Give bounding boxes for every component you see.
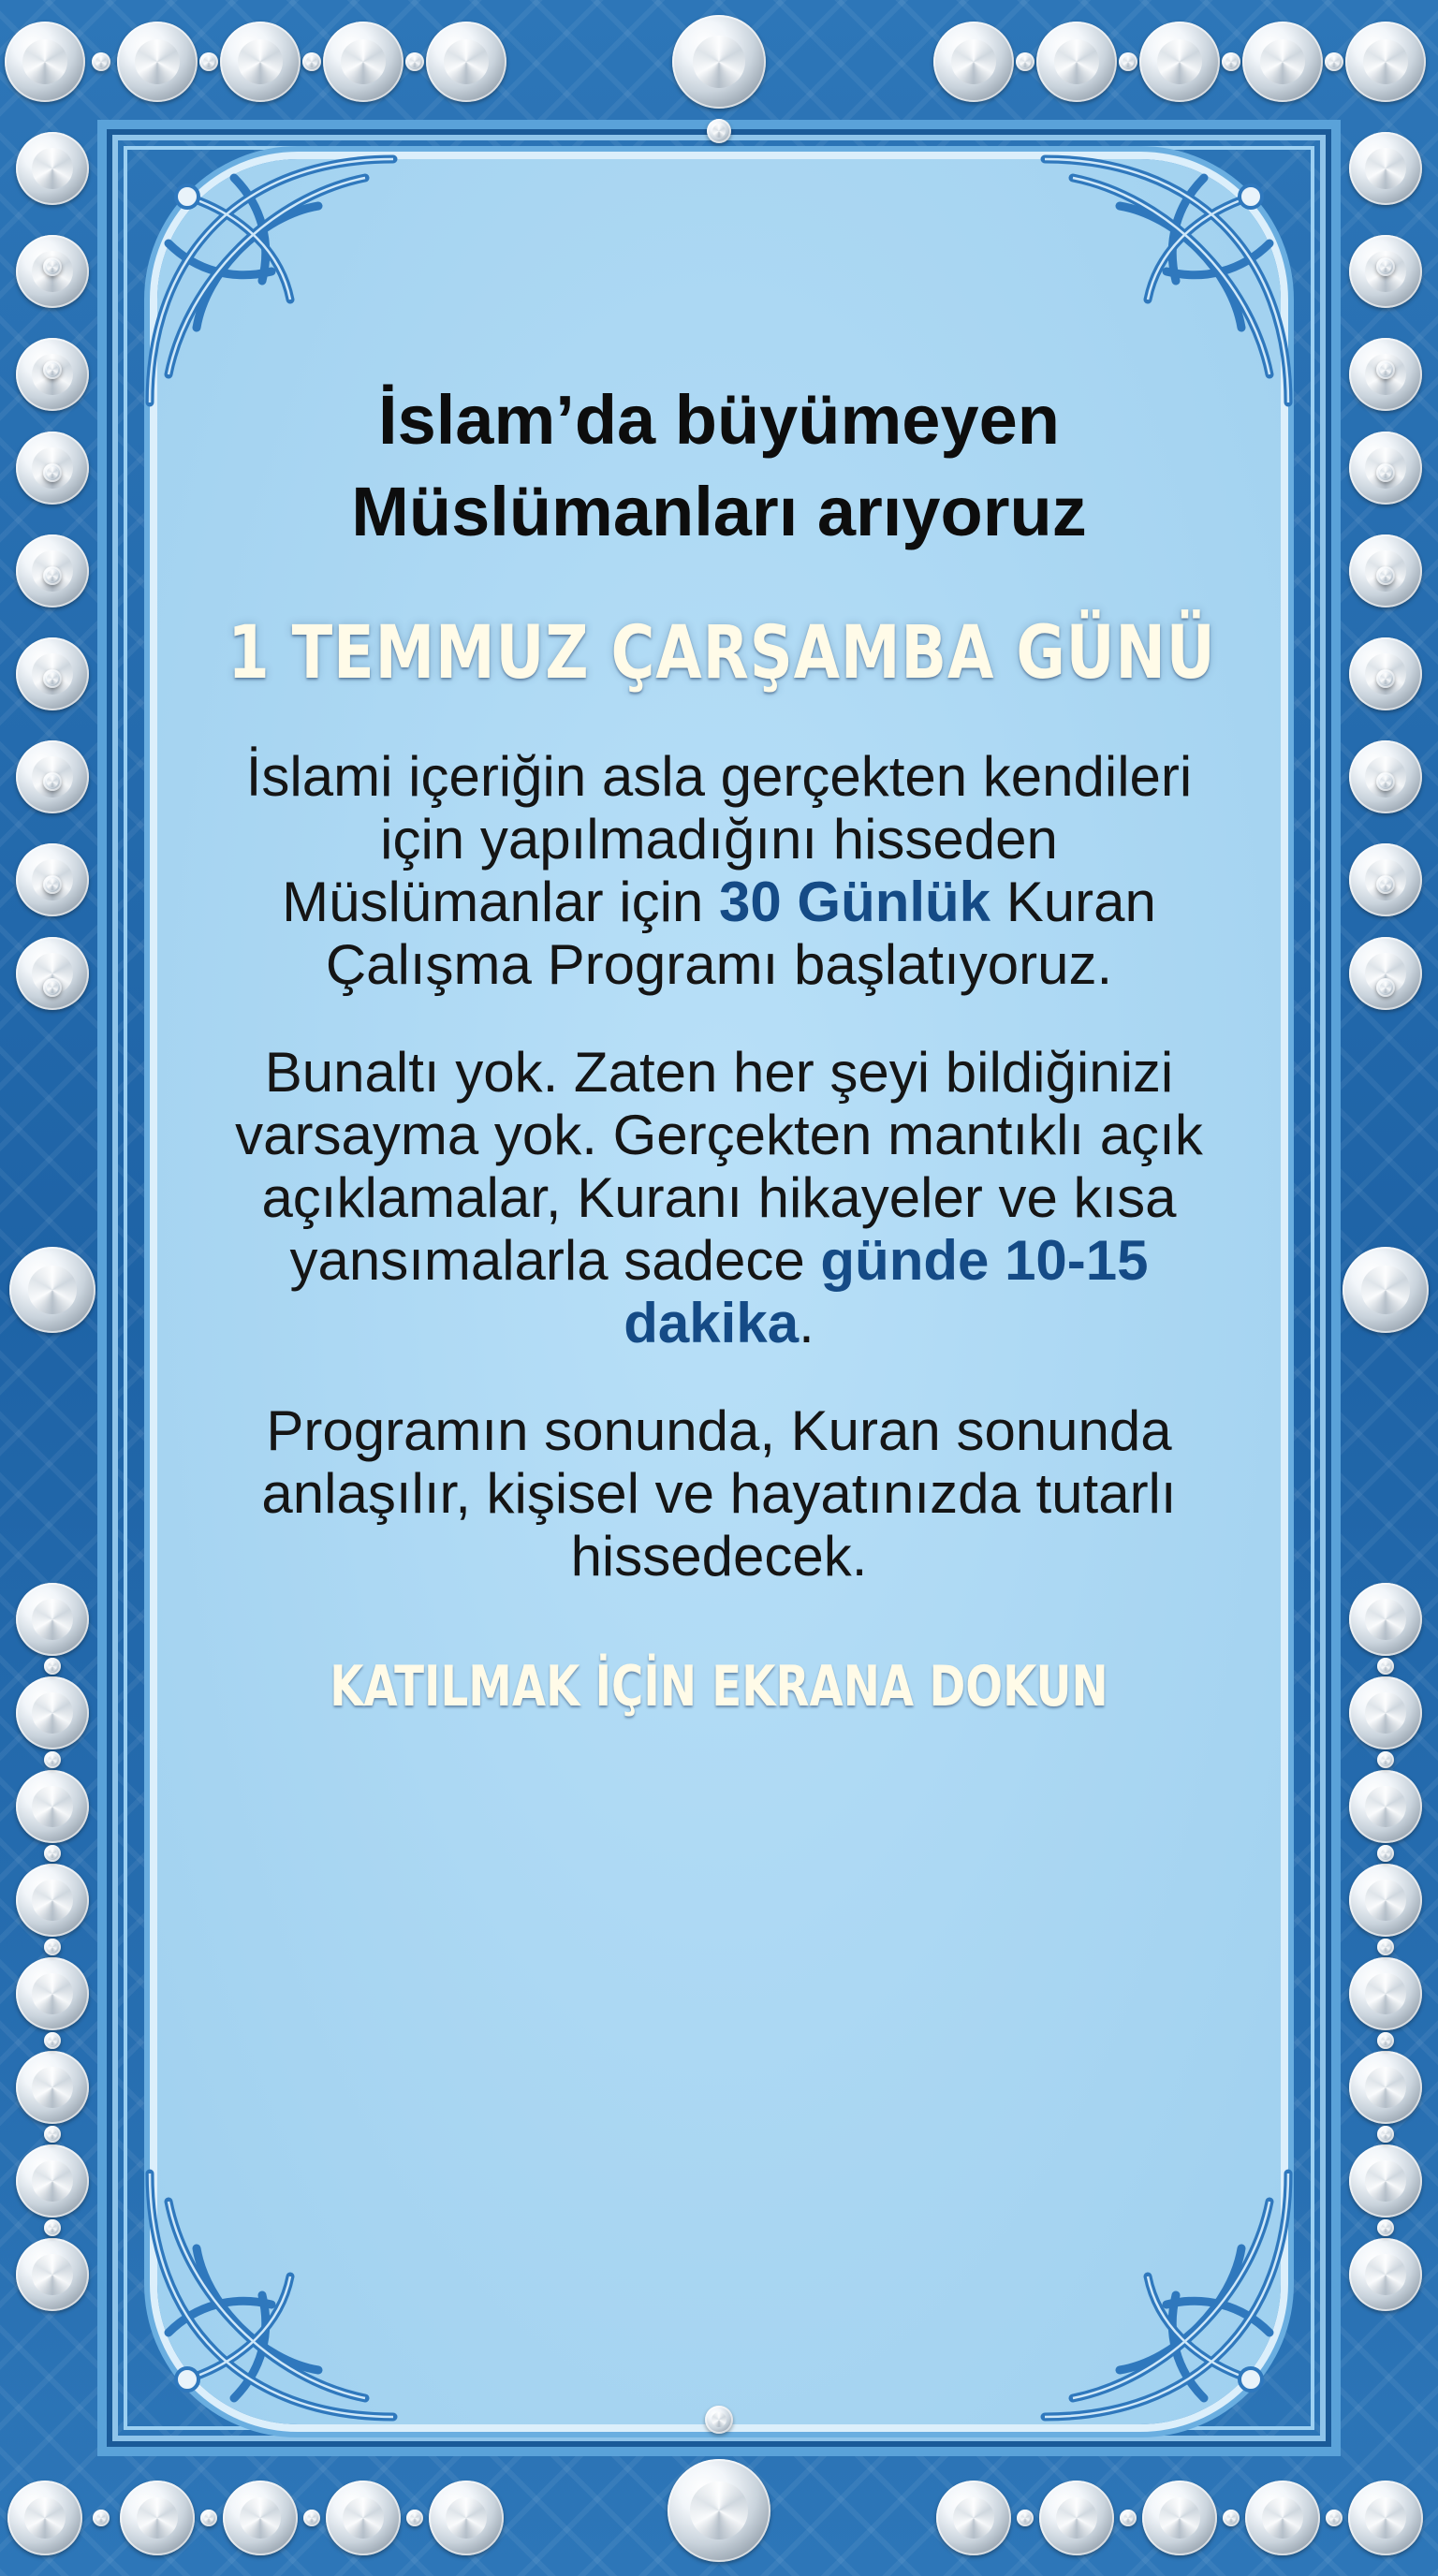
diamond-gem-icon (223, 2481, 298, 2555)
diamond-gem-icon (1376, 257, 1395, 276)
diamond-gem-icon (1349, 1957, 1422, 2030)
diamond-gem-icon (1349, 132, 1422, 205)
arabesque-corner-ornament (131, 2155, 412, 2436)
diamond-gem-icon (1349, 937, 1422, 1010)
diamond-gem-icon (1349, 1770, 1422, 1843)
diamond-gem-icon (44, 1751, 61, 1768)
diamond-gem-icon (43, 978, 62, 997)
diamond-gem-icon (16, 2051, 89, 2124)
diamond-gem-icon (1376, 875, 1395, 894)
diamond-gem-icon (16, 937, 89, 1010)
diamond-gem-icon (43, 875, 62, 894)
diamond-gem-icon (92, 52, 110, 71)
diamond-gem-icon (220, 22, 301, 102)
diamond-gem-icon (44, 2032, 61, 2049)
diamond-gem-icon (303, 2510, 320, 2526)
diamond-gem-icon (1223, 2510, 1240, 2526)
diamond-gem-icon (426, 22, 506, 102)
diamond-gem-icon (44, 1845, 61, 1862)
diamond-gem-icon (16, 2238, 89, 2311)
diamond-gem-icon (44, 1658, 61, 1675)
diamond-gem-icon (1377, 2126, 1394, 2143)
diamond-gem-icon (707, 119, 731, 143)
diamond-gem-icon (120, 2481, 195, 2555)
program-intro-end: Kuran Çalışma Programı başlatıyoruz. (325, 871, 1156, 996)
diamond-gem-icon (672, 15, 766, 109)
diamond-gem-icon (1343, 1247, 1429, 1333)
diamond-gem-icon (1376, 669, 1395, 688)
diamond-gem-icon (43, 772, 62, 791)
diamond-gem-icon (1139, 22, 1220, 102)
diamond-gem-icon (1349, 1864, 1422, 1937)
diamond-gem-icon (43, 566, 62, 585)
diamond-gem-icon (429, 2481, 504, 2555)
diamond-gem-icon (43, 257, 62, 276)
diamond-gem-icon (1242, 22, 1323, 102)
diamond-gem-icon (16, 1583, 89, 1656)
diamond-gem-icon (1039, 2481, 1114, 2555)
title-line-2: Müslümanları arıyoruz (351, 473, 1087, 550)
diamond-gem-icon (1326, 2510, 1343, 2526)
diamond-gem-icon (1017, 2510, 1034, 2526)
diamond-gem-icon (44, 2126, 61, 2143)
diamond-gem-icon (16, 1770, 89, 1843)
program-duration-highlight: 30 Günlük (718, 871, 991, 933)
diamond-gem-icon (1349, 2144, 1422, 2217)
diamond-gem-icon (200, 2510, 217, 2526)
diamond-gem-icon (43, 463, 62, 482)
page-title (225, 374, 1213, 558)
diamond-gem-icon (1376, 360, 1395, 379)
diamond-gem-icon (1377, 1845, 1394, 1862)
diamond-gem-icon (1349, 2051, 1422, 2124)
diamond-gem-icon (705, 2406, 733, 2434)
diamond-gem-icon (1120, 2510, 1137, 2526)
diamond-gem-icon (1142, 2481, 1217, 2555)
diamond-gem-icon (16, 1957, 89, 2030)
diamond-gem-icon (117, 22, 198, 102)
diamond-gem-icon (668, 2459, 770, 2562)
diamond-gem-icon (5, 22, 85, 102)
arabesque-corner-ornament (1026, 2155, 1307, 2436)
diamond-gem-icon (1349, 1676, 1422, 1749)
diamond-gem-icon (16, 1676, 89, 1749)
diamond-gem-icon (16, 1864, 89, 1937)
diamond-gem-icon (1349, 2238, 1422, 2311)
diamond-gem-icon (43, 360, 62, 379)
program-intro-text: İslami içeriğin asla gerçekten kendileri için yapılmadığını hisseden Müslümanlar için (245, 745, 1193, 933)
diamond-gem-icon (1376, 566, 1395, 585)
diamond-gem-icon (1377, 1658, 1394, 1675)
diamond-gem-icon (405, 52, 424, 71)
diamond-gem-icon (302, 52, 321, 71)
diamond-gem-icon (1245, 2481, 1320, 2555)
join-cta[interactable]: KATILMAK İÇİN EKRANA DOKUN (330, 1654, 1108, 1720)
diamond-gem-icon (936, 2481, 1011, 2555)
program-features-text: Bunaltı yok. Zaten her şeyi bildiğinizi varsayma yok. Gerçekten mantıklı açık açıklamalar, Kuranı hikayeler ve kısa yansımalarla sadece (235, 1041, 1203, 1292)
program-intro (225, 745, 1213, 996)
diamond-gem-icon (933, 22, 1014, 102)
date-banner: 1 TEMMUZ ÇARŞAMBA GÜNÜ (227, 611, 1216, 695)
diamond-gem-icon (93, 2510, 110, 2526)
diamond-gem-icon (1377, 2032, 1394, 2049)
diamond-gem-icon (7, 2481, 82, 2555)
diamond-gem-icon (1345, 22, 1426, 102)
diamond-gem-icon (1376, 772, 1395, 791)
diamond-gem-icon (326, 2481, 401, 2555)
diamond-gem-icon (1377, 1939, 1394, 1955)
diamond-gem-icon (1348, 2481, 1423, 2555)
message-block (225, 374, 1216, 1724)
diamond-gem-icon (1016, 52, 1034, 71)
diamond-gem-icon (9, 1247, 95, 1333)
diamond-gem-icon (1376, 978, 1395, 997)
diamond-gem-icon (1377, 2219, 1394, 2236)
program-features-end: . (799, 1292, 814, 1354)
diamond-gem-icon (1376, 463, 1395, 482)
diamond-gem-icon (1222, 52, 1240, 71)
diamond-gem-icon (16, 132, 89, 205)
diamond-gem-icon (44, 2219, 61, 2236)
diamond-gem-icon (406, 2510, 423, 2526)
daily-time-highlight: günde 10-15 dakika (624, 1229, 1149, 1354)
diamond-gem-icon (323, 22, 404, 102)
diamond-gem-icon (43, 669, 62, 688)
title-line-1: İslam’da büyümeyen (378, 381, 1060, 459)
diamond-gem-icon (199, 52, 218, 71)
diamond-gem-icon (16, 2144, 89, 2217)
diamond-gem-icon (1036, 22, 1117, 102)
diamond-gem-icon (1119, 52, 1137, 71)
diamond-gem-icon (44, 1939, 61, 1955)
diamond-gem-icon (1325, 52, 1343, 71)
diamond-gem-icon (1349, 1583, 1422, 1656)
program-features (225, 1041, 1213, 1354)
program-outcome: Programın sonunda, Kuran sonunda anlaşılır, kişisel ve hayatınızda tutarlı hissedecek. (261, 1399, 1177, 1588)
diamond-gem-icon (1377, 1751, 1394, 1768)
